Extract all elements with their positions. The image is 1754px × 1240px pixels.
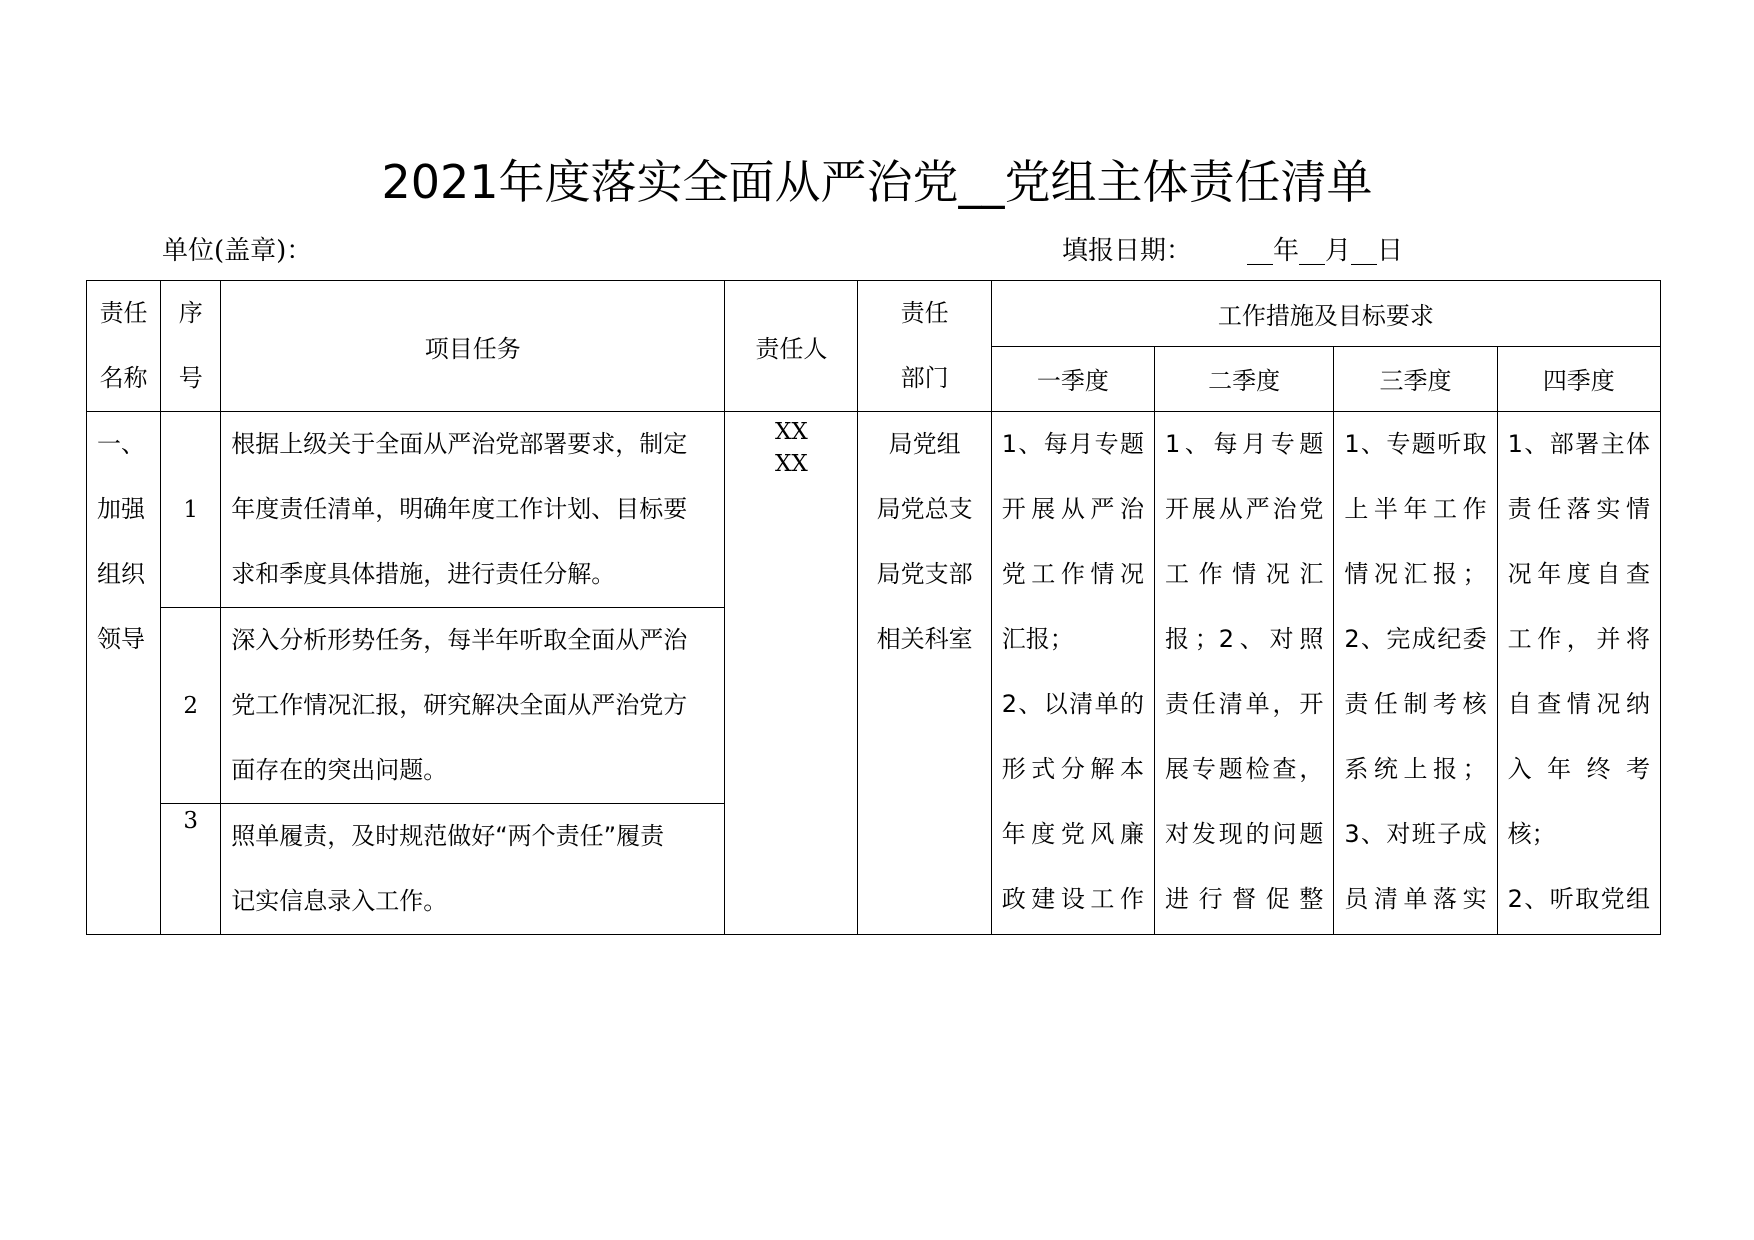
q3-measures: 1、专题听取 上半年工作 情况汇报； 2、完成纪委 责任制考核 系统上报； 3、对班子成 员清单落实 — [1334, 412, 1497, 935]
header-seq: 序 号 — [161, 281, 221, 412]
date-label: 填报日期： — [1062, 236, 1193, 266]
header-person: 责任人 — [725, 281, 858, 412]
header-task: 项目任务 — [221, 281, 725, 412]
unit-label: 单位(盖章)： — [162, 236, 313, 266]
task-cell: 照单履责，及时规范做好“两个责任”履责 记实信息录入工作。 — [221, 804, 725, 935]
header-responsibility-name: 责任 名称 — [87, 281, 161, 412]
header-q4: 四季度 — [1497, 346, 1660, 412]
category-cell: 一、 加强 组织 领导 — [87, 412, 161, 935]
task-cell: 根据上级关于全面从严治党部署要求，制定 年度责任清单，明确年度工作计划、目标要 求和季度具体措施，进行责任分解。 — [221, 412, 725, 608]
responsibility-table — [86, 280, 1661, 935]
row-number: 1 — [161, 412, 221, 608]
department-cell: 局党组 局党总支 局党支部 相关科室 — [858, 412, 991, 935]
q2-measures: 1、每月专题 开展从严治党 工作情况汇 报；2、对照 责任清单，开 展专题检查， 对发现的问题 进行督促整 — [1155, 412, 1334, 935]
fill-date — [1062, 230, 1403, 267]
row-number: 2 — [161, 608, 221, 804]
header-department: 责任 部门 — [858, 281, 991, 412]
header-q1: 一季度 — [991, 346, 1154, 412]
task-cell: 深入分析形势任务，每半年听取全面从严治 党工作情况汇报，研究解决全面从严治党方 面存在的突出问题。 — [221, 608, 725, 804]
document-title: 2021年度落实全面从严治党__党组主体责任清单 — [381, 155, 1373, 209]
header-q2: 二季度 — [1155, 346, 1334, 412]
date-value: __年__月__日 — [1247, 236, 1404, 266]
row-number: 3 — [161, 804, 221, 935]
header-q3: 三季度 — [1334, 346, 1497, 412]
person-cell: XX XX — [725, 412, 858, 935]
header-measures: 工作措施及目标要求 — [991, 281, 1660, 347]
q4-measures: 1、部署主体 责任落实情 况年度自查 工作，并将 自查情况纳 入年终考 核； 2、听取党组 — [1497, 412, 1660, 935]
q1-measures: 1、每月专题 开展从严治 党工作情况 汇报； 2、以清单的 形式分解本 年度党风廉 政建设工作 — [991, 412, 1154, 935]
